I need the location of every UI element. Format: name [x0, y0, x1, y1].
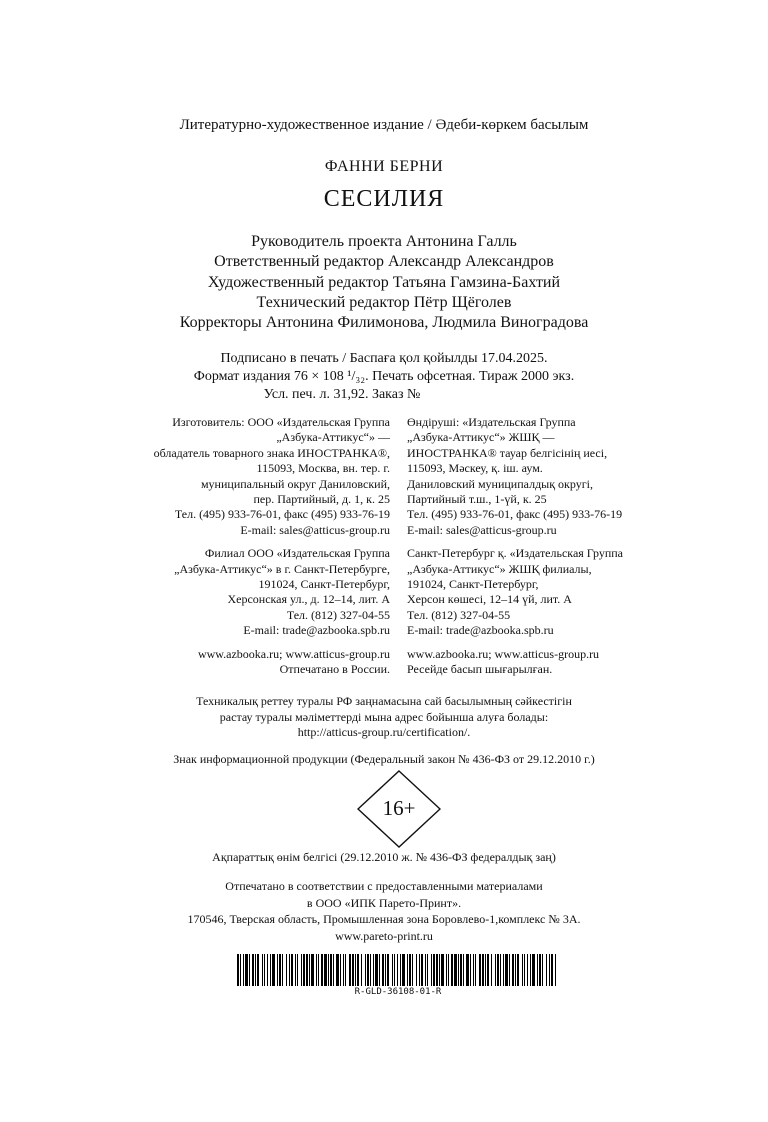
barcode-bar	[412, 954, 413, 986]
text-line: Херсон көшесі, 12–14 үй, лит. А	[407, 592, 572, 607]
info-sign: Знак информационной продукции (Федеральный закон № 436-ФЗ от 29.12.2010 г.)	[173, 752, 595, 766]
barcode-bar	[367, 954, 369, 986]
barcode-bar	[527, 954, 528, 986]
barcode-bar	[460, 954, 462, 986]
branch-ru	[154, 546, 390, 638]
barcode-bar	[321, 954, 323, 986]
barcode-bar	[515, 954, 516, 986]
text-line: Тел. (812) 327-04-55	[286, 607, 390, 622]
text-line: E-mail: sales@atticus-group.ru	[240, 522, 390, 537]
tech-regulation	[0, 694, 768, 741]
barcode-bar	[330, 954, 332, 986]
text-line: Санкт-Петербург қ. «Издательская Группа	[407, 546, 623, 561]
barcode-bar	[237, 954, 239, 986]
info-sign-kz: Ақпараттық өнім белгісі (29.12.2010 ж. № 436-ФЗ федералдық заң)	[212, 850, 556, 864]
barcode-bar	[361, 954, 362, 986]
barcode-bar	[497, 954, 499, 986]
barcode-bar	[279, 954, 281, 986]
barcode-bar	[387, 954, 389, 986]
barcode-bar	[355, 954, 356, 986]
text-line: Даниловский муниципалдық округі,	[407, 476, 593, 491]
text-line: Изготовитель: ООО «Издательская Группа	[172, 415, 390, 429]
barcode-bar	[441, 954, 444, 986]
barcode-bar	[345, 954, 346, 986]
barcode-bar	[267, 954, 268, 986]
text-line: Херсонская ул., д. 12–14, лит. А	[227, 592, 390, 607]
branch-kz	[407, 546, 623, 638]
barcode-bar	[343, 954, 344, 986]
text-line: Филиал ООО «Издательская Группа	[204, 546, 390, 561]
barcode-bar	[454, 954, 457, 986]
text-line: Отпечатано в России.	[279, 662, 390, 677]
text-line: Отпечатано в соответствии с предоставленными материалами	[225, 879, 543, 893]
barcode-bar	[509, 954, 510, 986]
barcode-bar	[546, 954, 547, 986]
barcode-bar	[349, 954, 351, 986]
printer-info	[0, 878, 768, 944]
text-line: „Азбука-Аттикус“» ЖШҚ филиалы,	[407, 561, 592, 576]
age-rating: 16+	[382, 796, 416, 820]
text-line: 191024, Санкт-Петербург,	[258, 577, 390, 592]
print-info	[0, 350, 768, 404]
barcode-bar	[375, 954, 378, 986]
barcode-bar	[555, 954, 556, 986]
text-line: E-mail: trade@azbooka.spb.ru	[407, 623, 554, 638]
barcode-bar	[243, 954, 244, 986]
text-line: Партийный т.ш., 1-үй, к. 25	[407, 492, 547, 507]
barcode-bar	[530, 954, 531, 986]
staff-line: Технический редактор Пётр Щёголев	[256, 293, 512, 311]
barcode-bar	[439, 954, 440, 986]
barcode-bar	[392, 954, 393, 986]
barcode-bar	[340, 954, 341, 986]
barcode-bar	[289, 954, 290, 986]
text-line: муниципальный округ Даниловский,	[200, 476, 390, 491]
barcode-bar	[318, 954, 319, 986]
barcode-bar	[491, 954, 492, 986]
barcode-text: R-GLD-36108-01-R	[354, 987, 442, 997]
barcode-bar	[500, 954, 501, 986]
text-line: Ресейде басып шығарылған.	[407, 662, 553, 677]
text-line: 115093, Москва, вн. тер. г.	[256, 461, 390, 476]
printer-website: www.pareto-print.ru	[335, 928, 433, 943]
barcode-bar	[306, 954, 308, 986]
staff-line: Ответственный редактор Александр Александров	[214, 253, 554, 271]
web-kz	[407, 647, 623, 678]
barcode-bar	[264, 954, 265, 986]
barcode-bar	[309, 954, 310, 986]
signed-date: Подписано в печать / Баспаға қол қойылды 17.04.2025.	[220, 351, 548, 366]
barcode-bar	[286, 954, 287, 986]
text-line: „Азбука-Аттикус“» —	[276, 430, 390, 445]
barcode-bar	[416, 954, 417, 986]
barcode-bar	[316, 954, 317, 986]
barcode-bar	[482, 954, 484, 986]
staff-line: Корректоры Антонина Филимонова, Людмила Виноградова	[179, 314, 589, 332]
barcode-bar	[272, 954, 275, 986]
text-line: Тел. (495) 933-76-01, факс (495) 933-76-19	[174, 507, 390, 522]
barcode-bar	[295, 954, 296, 986]
barcode-bar	[549, 954, 550, 986]
text-line: „Азбука-Аттикус“» ЖШҚ —	[407, 430, 555, 445]
barcode-bar	[255, 954, 256, 986]
text-line: www.azbooka.ru; www.atticus-group.ru	[407, 646, 600, 661]
barcode-bar	[512, 954, 514, 986]
barcode-bar	[537, 954, 538, 986]
barcode-bar	[433, 954, 435, 986]
barcode-bar	[479, 954, 481, 986]
barcode-bar	[402, 954, 405, 986]
barcode-bar	[505, 954, 508, 986]
barcode-bar	[282, 954, 283, 986]
barcode-bar	[419, 954, 420, 986]
barcode-bar	[328, 954, 329, 986]
text-line: пер. Партийный, д. 1, к. 25	[253, 492, 390, 507]
barcode-bar	[257, 954, 259, 986]
barcode-bar	[400, 954, 401, 986]
barcode-bar	[448, 954, 449, 986]
text-line: E-mail: trade@azbooka.spb.ru	[243, 623, 390, 638]
barcode-bar	[542, 954, 543, 986]
barcode-bar	[436, 954, 438, 986]
text-line: Өндіруші: «Издательская Группа	[407, 415, 576, 429]
barcode-bar	[373, 954, 374, 986]
barcode-bar	[409, 954, 411, 986]
barcode-bar	[301, 954, 302, 986]
book-title: СЕСИЛИЯ	[323, 186, 445, 212]
text-line: в ООО «ИПК Парето-Принт».	[306, 895, 462, 910]
sheets-text: Усл. печ. л. 31,92. Заказ №	[263, 387, 421, 402]
barcode-bar	[382, 954, 384, 986]
barcode-bar	[427, 954, 428, 986]
barcode-bar	[431, 954, 432, 986]
format-line: Формат издания 76 × 108 ¹/₃₂. Печать офсетная. Тираж 2000 экз.	[193, 369, 575, 384]
barcode-bar	[385, 954, 386, 986]
barcode-bar	[470, 954, 471, 986]
barcode-bar	[503, 954, 504, 986]
barcode-bar	[487, 954, 489, 986]
text-line: растау туралы мәліметтерді мына адрес бойынша алуға болады:	[219, 709, 549, 724]
barcode-bar	[379, 954, 380, 986]
staff-line: Художественный редактор Татьяна Гамзина-Бахтий	[207, 273, 561, 291]
barcode-bar	[551, 954, 553, 986]
barcode-bar	[291, 954, 293, 986]
text-line: Тел. (812) 327-04-55	[407, 607, 511, 622]
barcode-bar	[473, 954, 474, 986]
text-line: ИНОСТРАНКА® тауар белгісінің иесі,	[407, 445, 608, 460]
barcode-bar	[352, 954, 354, 986]
text-line: „Азбука-Аттикус“» в г. Санкт-Петербурге,	[174, 561, 390, 576]
barcode-bar	[475, 954, 476, 986]
barcode-bar	[485, 954, 486, 986]
barcode-bar	[539, 954, 541, 986]
barcode-bar	[365, 954, 366, 986]
barcode-bar	[303, 954, 305, 986]
staff-list	[0, 232, 768, 333]
text-line: 115093, Мәскеу, қ. іш. аум.	[407, 461, 543, 476]
barcode-bar	[517, 954, 519, 986]
manufacturer-kz	[407, 415, 623, 538]
edition-type: Литературно-художественное издание / Әдеби-көркем басылым	[179, 117, 589, 133]
barcode-bar	[240, 954, 241, 986]
sheets-line	[0, 386, 768, 404]
barcode-bar	[463, 954, 464, 986]
barcode-bar	[407, 954, 408, 986]
text-line: 191024, Санкт-Петербург,	[407, 577, 539, 592]
barcode-icon	[237, 954, 559, 986]
author-name: ФАННИ БЕРНИ	[324, 158, 444, 175]
barcode-bar	[311, 954, 314, 986]
barcode-bar	[336, 954, 339, 986]
barcode-bar	[245, 954, 248, 986]
barcode-bar	[466, 954, 469, 986]
barcode-bar	[370, 954, 371, 986]
barcode-bar	[324, 954, 327, 986]
text-line: Тел. (495) 933-76-01, факс (495) 933-76-19	[407, 507, 623, 522]
barcode-bar	[357, 954, 359, 986]
barcode-bar	[425, 954, 426, 986]
barcode-bar	[522, 954, 523, 986]
barcode-bar	[458, 954, 459, 986]
barcode-bar	[397, 954, 398, 986]
text-line: www.azbooka.ru; www.atticus-group.ru	[197, 646, 390, 661]
barcode-bar	[495, 954, 496, 986]
staff-line: Руководитель проекта Антонина Галль	[251, 233, 517, 250]
barcode-bar	[262, 954, 263, 986]
barcode-bar	[421, 954, 423, 986]
text-line: обладатель товарного знака ИНОСТРАНКА®,	[153, 445, 390, 460]
web-ru	[154, 647, 390, 678]
text-line: E-mail: sales@atticus-group.ru	[407, 522, 557, 537]
text-line: Техникалық реттеу туралы РФ заңнамасына сай басылымның сәйкестігін	[196, 694, 572, 708]
barcode-bar	[446, 954, 447, 986]
barcode-bar	[532, 954, 535, 986]
right-column	[407, 415, 623, 686]
barcode-bar	[249, 954, 250, 986]
barcode-bar	[297, 954, 298, 986]
text-line: 170546, Тверская область, Промышленная зона Боровлево-1,комплекс № 3А.	[187, 912, 581, 926]
barcode-bar	[270, 954, 271, 986]
barcode-bar	[333, 954, 334, 986]
barcode-bar	[252, 954, 254, 986]
barcode-bar	[451, 954, 453, 986]
certification-link: http://atticus-group.ru/certification/.	[297, 725, 471, 739]
manufacturer-ru	[154, 415, 390, 538]
barcode-bar	[524, 954, 525, 986]
left-column	[154, 415, 390, 686]
barcode-bar	[277, 954, 278, 986]
barcode-bar	[394, 954, 395, 986]
